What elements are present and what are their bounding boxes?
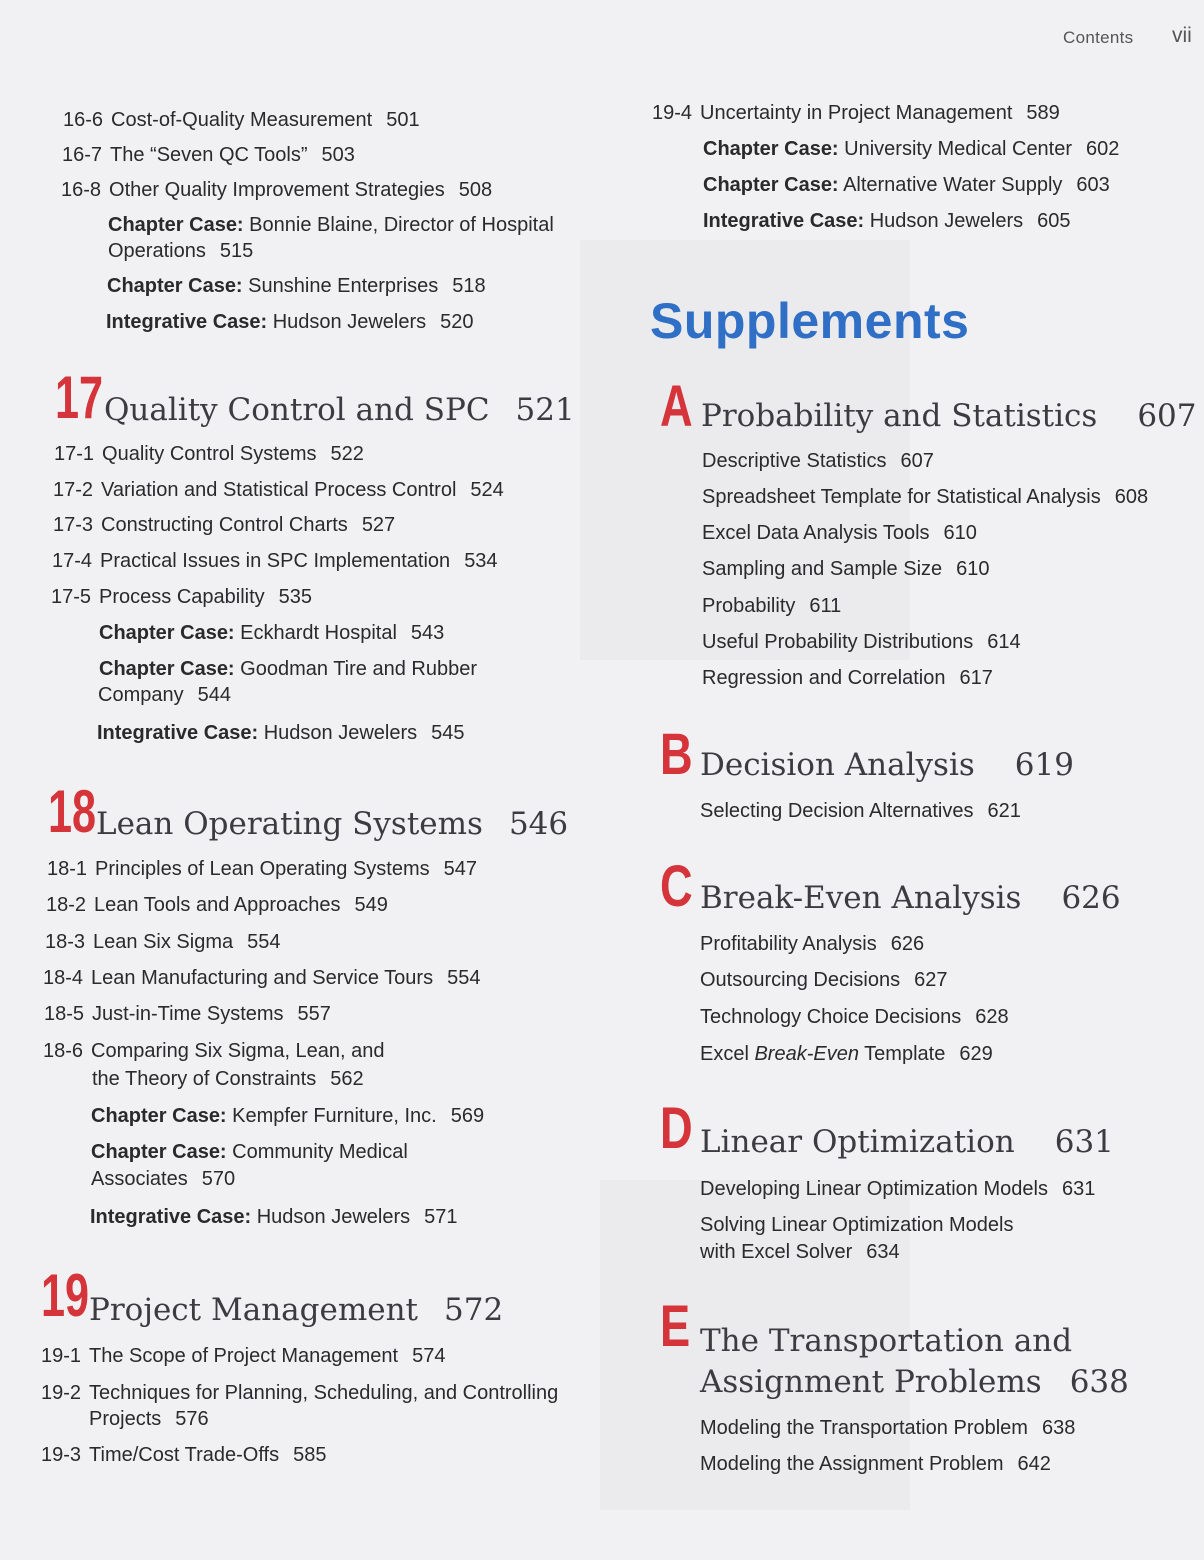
toc-case-cont: Operations 515 — [108, 240, 254, 262]
toc-section: 17-5 Process Capability 535 — [51, 586, 313, 608]
toc-item: Probability 611 — [702, 595, 842, 617]
toc-case: Chapter Case: Sunshine Enterprises 518 — [107, 275, 486, 297]
toc-case: Integrative Case: Hudson Jewelers 605 — [703, 210, 1071, 232]
appendix-title-cont: Assignment Problems 638 — [700, 1364, 1129, 1400]
toc-case: Integrative Case: Hudson Jewelers 520 — [106, 311, 474, 333]
toc-item: Excel Break-Even Template 629 — [700, 1043, 993, 1065]
chapter-number: 19 — [41, 1262, 90, 1329]
toc-item: Descriptive Statistics 607 — [702, 450, 934, 472]
toc-item: Spreadsheet Template for Statistical Analysis 608 — [702, 486, 1149, 508]
toc-case-cont: Associates 570 — [91, 1168, 236, 1190]
appendix-title: Probability and Statistics 607 — [701, 398, 1197, 434]
appendix-title: Decision Analysis 619 — [700, 747, 1074, 783]
toc-section-cont: Projects 576 — [89, 1408, 209, 1430]
toc-section: 16-6 Cost-of-Quality Measurement 501 — [63, 109, 420, 131]
toc-item: Modeling the Assignment Problem 642 — [700, 1453, 1051, 1475]
toc-item: Solving Linear Optimization Models — [700, 1214, 1014, 1236]
page-number: vii — [1172, 24, 1192, 47]
toc-section: 17-2 Variation and Statistical Process Control 524 — [53, 479, 504, 501]
appendix-letter: A — [660, 374, 693, 439]
toc-section: 19-2 Techniques for Planning, Scheduling, and Controlling — [41, 1382, 559, 1404]
toc-section: 19-4 Uncertainty in Project Management 589 — [652, 102, 1060, 124]
toc-case: Chapter Case: Bonnie Blaine, Director of Hospital — [108, 214, 554, 236]
chapter-number: 17 — [55, 364, 104, 431]
toc-case: Integrative Case: Hudson Jewelers 571 — [90, 1206, 458, 1228]
toc-item: Sampling and Sample Size 610 — [702, 558, 990, 580]
appendix-letter: E — [660, 1294, 691, 1359]
toc-section: 16-8 Other Quality Improvement Strategies 508 — [61, 179, 493, 201]
toc-section: 17-4 Practical Issues in SPC Implementation 534 — [52, 550, 498, 572]
toc-item: Selecting Decision Alternatives 621 — [700, 800, 1021, 822]
toc-section: 17-3 Constructing Control Charts 527 — [53, 514, 396, 536]
toc-section: 18-2 Lean Tools and Approaches 549 — [46, 894, 388, 916]
appendix-title: Break-Even Analysis 626 — [700, 880, 1121, 916]
supplements-heading: Supplements — [650, 293, 970, 349]
toc-case: Integrative Case: Hudson Jewelers 545 — [97, 722, 465, 744]
toc-case: Chapter Case: Eckhardt Hospital 543 — [99, 622, 445, 644]
appendix-title: Linear Optimization 631 — [700, 1124, 1114, 1160]
chapter-title: Quality Control and SPC 521 — [104, 392, 575, 428]
toc-section: 18-3 Lean Six Sigma 554 — [45, 931, 281, 953]
toc-section: 17-1 Quality Control Systems 522 — [54, 443, 364, 465]
toc-item: Developing Linear Optimization Models 631 — [700, 1178, 1096, 1200]
toc-section: 18-5 Just-in-Time Systems 557 — [44, 1003, 331, 1025]
toc-item: Useful Probability Distributions 614 — [702, 631, 1021, 653]
toc-item: Modeling the Transportation Problem 638 — [700, 1417, 1076, 1439]
running-header: Contents — [1063, 28, 1134, 47]
toc-case-cont: Company 544 — [98, 684, 231, 706]
toc-item: Technology Choice Decisions 628 — [700, 1006, 1009, 1028]
toc-section: 18-1 Principles of Lean Operating Systems 547 — [47, 858, 478, 880]
chapter-title: Lean Operating Systems 546 — [96, 806, 569, 842]
appendix-letter: D — [660, 1096, 693, 1161]
toc-item-cont: with Excel Solver 634 — [700, 1241, 900, 1263]
appendix-letter: C — [660, 854, 693, 919]
toc-section: 19-1 The Scope of Project Management 574 — [41, 1345, 446, 1367]
toc-section: 18-6 Comparing Six Sigma, Lean, and — [43, 1040, 385, 1062]
toc-section-cont: the Theory of Constraints 562 — [92, 1068, 364, 1090]
chapter-title: Project Management 572 — [89, 1292, 504, 1328]
toc-item: Regression and Correlation 617 — [702, 667, 993, 689]
toc-section: 16-7 The “Seven QC Tools” 503 — [62, 144, 355, 166]
toc-case: Chapter Case: Kempfer Furniture, Inc. 569 — [91, 1105, 485, 1127]
chapter-number: 18 — [48, 778, 97, 845]
appendix-title: The Transportation and — [700, 1323, 1073, 1359]
toc-case: Chapter Case: Community Medical — [91, 1141, 408, 1163]
toc-case: Chapter Case: Alternative Water Supply 603 — [703, 174, 1110, 196]
toc-section: 18-4 Lean Manufacturing and Service Tours 554 — [43, 967, 481, 989]
toc-item: Outsourcing Decisions 627 — [700, 969, 948, 991]
toc-case: Chapter Case: Goodman Tire and Rubber — [99, 658, 477, 680]
toc-section: 19-3 Time/Cost Trade-Offs 585 — [41, 1444, 327, 1466]
appendix-letter: B — [660, 722, 693, 787]
toc-item: Excel Data Analysis Tools 610 — [702, 522, 977, 544]
toc-case: Chapter Case: University Medical Center 602 — [703, 138, 1120, 160]
toc-item: Profitability Analysis 626 — [700, 933, 925, 955]
